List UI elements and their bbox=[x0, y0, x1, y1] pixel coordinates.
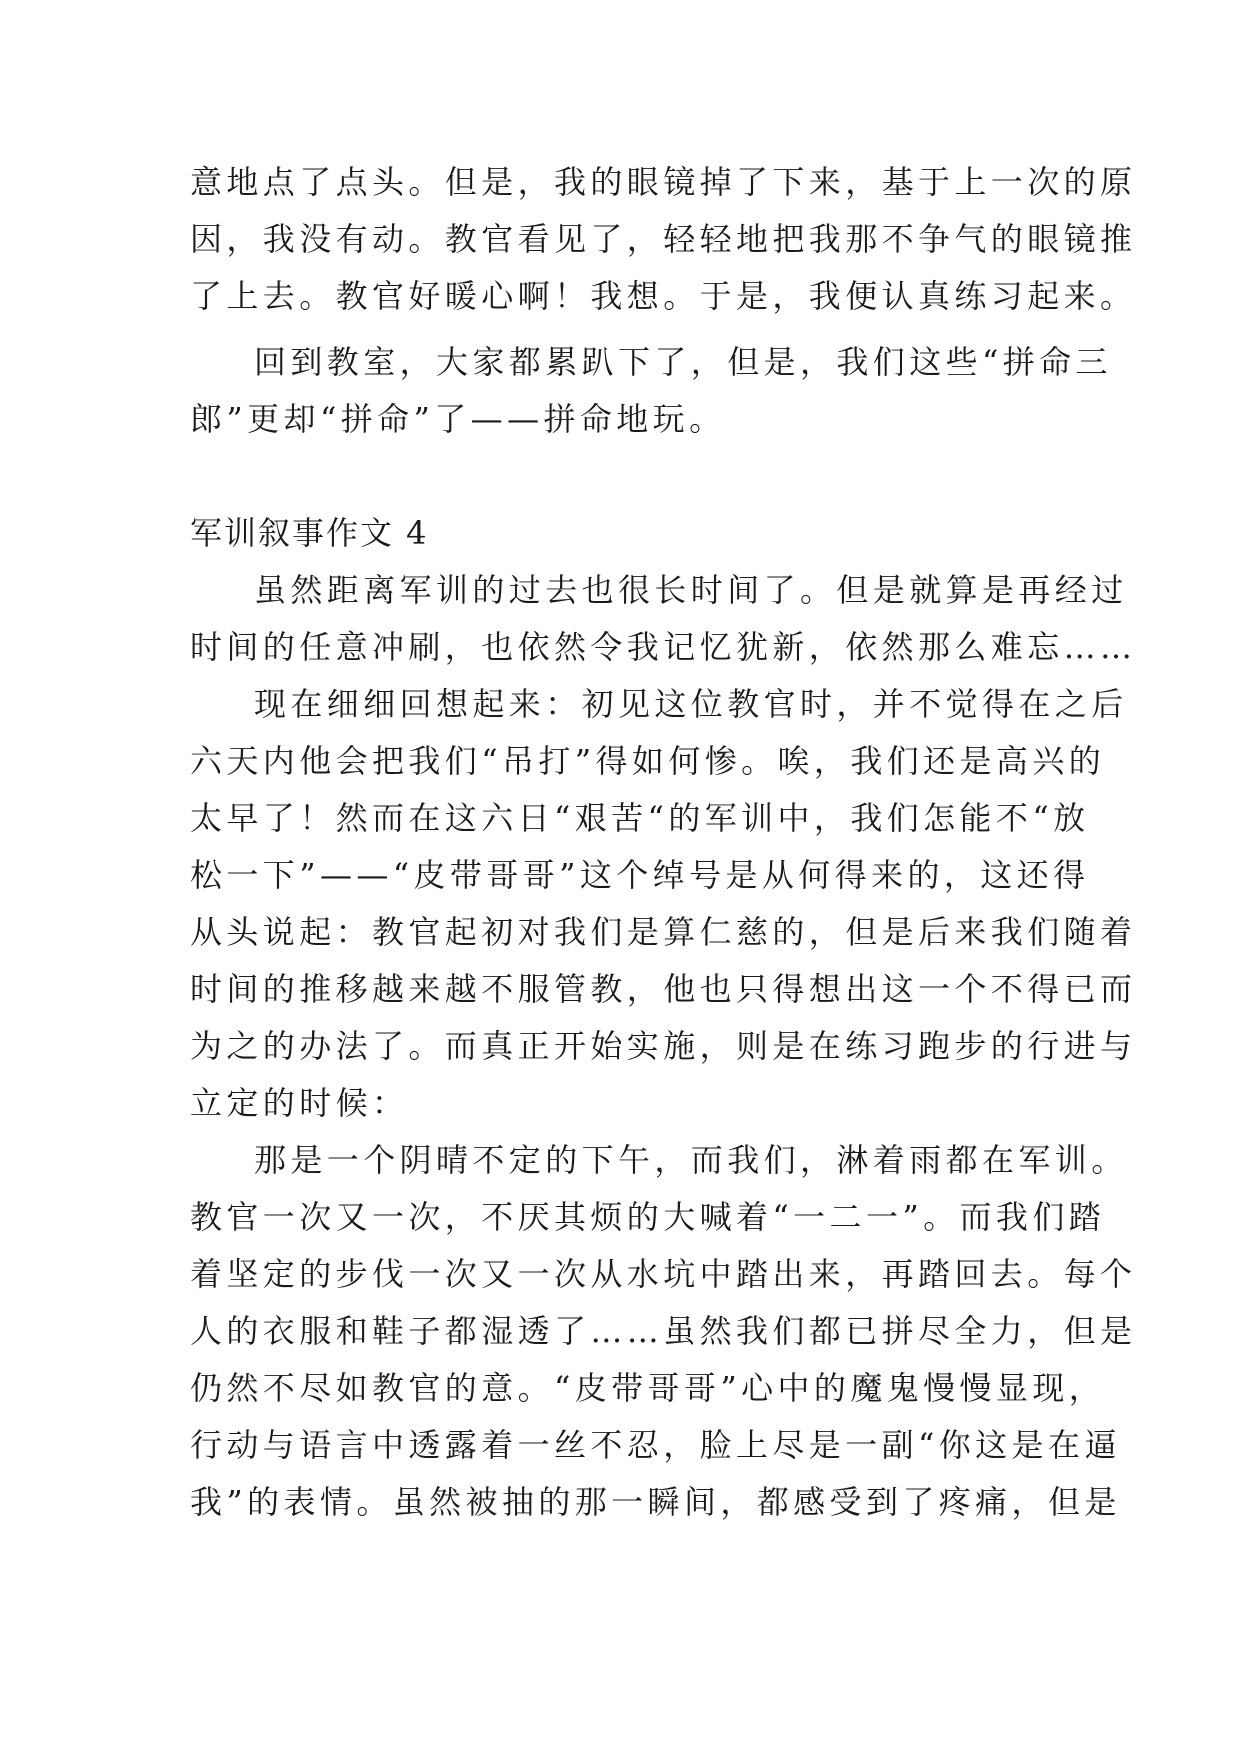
text-line: 意地点了点头。但是，我的眼镜掉了下来，基于上一次的原 bbox=[190, 163, 1137, 201]
text-line: 郎”更却“拼命”了——拼命地玩。 bbox=[190, 400, 726, 438]
text-line: 仍然不尽如教官的意。“皮带哥哥”心中的魔鬼慢慢显现， bbox=[190, 1369, 1106, 1407]
text-line: 行动与语言中透露着一丝不忍，脸上尽是一副“你这是在逼 bbox=[190, 1426, 1121, 1464]
text-line: 时间的任意冲刷，也依然令我记忆犹新，依然那么难忘…… bbox=[190, 628, 1137, 666]
text-line: 从头说起：教官起初对我们是算仁慈的，但是后来我们随着 bbox=[190, 913, 1137, 951]
text-line: 太早了！然而在这六日“艰苦“的军训中，我们怎能不“放 bbox=[190, 799, 1090, 837]
paragraph-first-line: 那是一个阴晴不定的下午，而我们，淋着雨都在军训。 bbox=[254, 1141, 1128, 1179]
paragraph-first-line: 回到教室，大家都累趴下了，但是，我们这些“拼命三 bbox=[254, 343, 1112, 381]
paragraph-first-line: 现在细细回想起来：初见这位教官时，并不觉得在之后 bbox=[254, 685, 1128, 723]
text-line: 时间的推移越来越不服管教，他也只得想出这一个不得已而 bbox=[190, 970, 1137, 1008]
text-line: 了上去。教官好暖心啊！我想。于是，我便认真练习起来。 bbox=[190, 277, 1137, 315]
text-line: 因，我没有动。教官看见了，轻轻地把我那不争气的眼镜推 bbox=[190, 220, 1137, 258]
text-line: 人的衣服和鞋子都湿透了……虽然我们都已拼尽全力，但是 bbox=[190, 1312, 1137, 1350]
text-line: 着坚定的步伐一次又一次从水坑中踏出来，再踏回去。每个 bbox=[190, 1255, 1137, 1293]
text-line: 松一下”——“皮带哥哥”这个绰号是从何得来的，这还得 bbox=[190, 856, 1090, 894]
text-line: 教官一次又一次，不厌其烦的大喊着“一二一”。而我们踏 bbox=[190, 1198, 1106, 1236]
text-line: 立定的时候： bbox=[190, 1084, 409, 1122]
section-heading: 军训叙事作文 4 bbox=[190, 514, 429, 552]
text-line: 六天内他会把我们“吊打”得如何惨。唉，我们还是高兴的 bbox=[190, 742, 1106, 780]
text-line: 为之的办法了。而真正开始实施，则是在练习跑步的行进与 bbox=[190, 1027, 1137, 1065]
paragraph-first-line: 虽然距离军训的过去也很长时间了。但是就算是再经过 bbox=[254, 571, 1128, 609]
text-line: 我”的表情。虽然被抽的那一瞬间，都感受到了疼痛，但是 bbox=[190, 1483, 1121, 1521]
